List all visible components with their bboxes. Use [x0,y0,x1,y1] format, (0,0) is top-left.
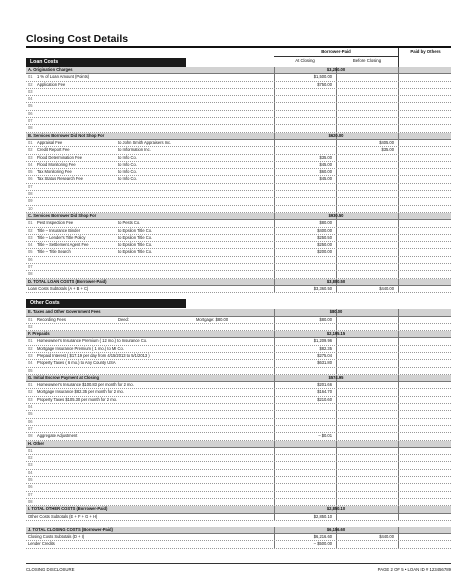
at-closing-amount: $250.50 [317,234,332,240]
column-lines [26,249,451,255]
line-number: 06 [28,256,33,262]
column-lines [26,441,451,447]
line-label: Credit Report Fee [37,147,70,153]
line-detail: Mortgage: $80.00 [196,316,229,322]
cost-line-item [26,220,451,227]
line-label: Aggregate Adjustment [37,433,78,439]
group-total: $2,195.15 [326,331,346,337]
line-label: Property Taxes ( 6 mo.) to Any County USA [37,360,116,366]
cost-line-item [26,118,451,125]
cost-line-item [26,462,451,469]
column-lines [26,419,451,425]
line-payee: to Pests Co. [118,220,141,226]
line-number: 05 [28,477,33,483]
column-lines [26,118,451,124]
cost-line-item [26,419,451,426]
cost-line-item [26,426,451,433]
cost-line-item [26,89,451,96]
column-lines [26,206,451,212]
paid-by-others-header: Paid by Others [410,49,441,54]
column-lines [26,220,451,226]
line-number: 02 [28,323,33,329]
cost-line-item [26,338,451,345]
total-value: $6,156.60 [326,526,346,532]
line-number: 05 [28,367,33,373]
line-number: 01 [28,316,33,322]
column-lines [26,470,451,476]
cost-line-item [26,411,451,418]
line-number: 02 [28,345,33,351]
at-closing-amount: $250.00 [317,242,332,248]
at-closing-amount: $164.70 [317,389,332,395]
group-total: $3,250.00 [326,67,346,72]
line-number: 02 [28,147,33,153]
column-lines [26,111,451,117]
cost-line-item [26,249,451,256]
subtotal-row [26,286,451,293]
cost-line-item [26,125,451,132]
cost-line-item [26,448,451,455]
cost-line-item [26,382,451,389]
line-number: 01 [28,382,33,388]
column-lines [26,155,451,161]
line-number: 03 [28,352,33,358]
subtotal-label: Other Costs Subtotals (E + F + G + H) [28,513,98,519]
line-number: 02 [28,455,33,461]
cost-group-header [26,67,451,74]
closing-cost-page [26,32,451,549]
line-label: Flood Determination Fee [37,154,83,160]
cost-line-item [26,162,451,169]
column-lines [26,191,451,197]
line-number: 04 [28,469,33,475]
cost-line-item [26,74,451,81]
line-label: Tax Monitoring Fee [37,169,72,175]
group-label: B. Services Borrower Did Not Shop For [28,132,105,138]
line-payee: to Info Co. [118,176,137,182]
line-number: 08 [28,191,33,197]
before-closing-amount: $35.00 [381,147,394,153]
column-lines [26,74,451,80]
column-lines [26,324,451,330]
cost-line-item [26,103,451,110]
total-value: $3,800.50 [326,278,346,284]
cost-group-header [26,213,451,220]
line-label: Tax Status Research Fee [37,176,83,182]
other-costs-section-title: Other Costs [26,299,186,308]
column-lines [26,264,451,270]
total-row [26,279,451,286]
loan-costs-section-title: Loan Costs [26,58,186,67]
cost-line-item [26,271,451,278]
line-number: 07 [28,425,33,431]
line-number: 06 [28,110,33,116]
at-closing-amount: – $0.01 [318,433,332,439]
header-column-divider [398,48,399,67]
line-number: 05 [28,103,33,109]
column-lines [26,499,451,505]
line-payee: to Info Co. [118,161,137,167]
column-lines [26,426,451,432]
column-lines [26,271,451,277]
subtotal-before-closing: $440.00 [379,534,394,540]
line-number: 07 [28,118,33,124]
line-number: 02 [28,81,33,87]
column-lines [26,96,451,102]
column-lines [26,448,451,454]
line-number: 04 [28,96,33,102]
cost-line-item [26,368,451,375]
subtotal-label: Closing Costs Subtotals (D + I) [28,534,85,540]
line-label: Title – Title Search [37,249,71,255]
cost-line-item [26,111,451,118]
line-label: Pest Inspection Fee [37,220,74,226]
borrower-paid-header: Borrower-Paid [321,49,351,54]
cost-line-item [26,433,451,440]
at-closing-amount: $60.00 [319,169,332,175]
at-closing-amount: $631.80 [317,360,332,366]
column-lines [26,462,451,468]
line-number: 05 [28,411,33,417]
line-payee: to John Smith Appraisers Inc. [118,139,172,145]
line-number: 06 [28,418,33,424]
subtotal-at-closing: $6,216.60 [313,534,332,540]
cost-line-item [26,169,451,176]
header-divider [274,56,398,57]
column-lines [26,82,451,88]
total-label: D. TOTAL LOAN COSTS (Borrower-Paid) [28,278,107,284]
cost-line-item [26,82,451,89]
at-closing-amount: $80.00 [319,316,332,322]
group-total: $574.95 [328,374,344,380]
subtotal-row [26,534,451,541]
subtotal-row [26,514,451,521]
at-closing-amount: $750.00 [317,81,332,87]
cost-line-item [26,353,451,360]
at-closing-amount: $35.00 [319,154,332,160]
column-lines [26,492,451,498]
column-lines [26,368,451,374]
line-payee: to Epsilon Title Co. [118,242,153,248]
line-number: 08 [28,498,33,504]
line-label: Title – Insurance Binder [37,227,81,233]
cost-line-item [26,176,451,183]
total-label: I. TOTAL OTHER COSTS (Borrower-Paid) [28,506,108,512]
at-closing-amount: $400.00 [317,227,332,233]
column-lines [26,228,451,234]
line-number: 03 [28,234,33,240]
cost-line-item [26,360,451,367]
column-header [26,48,451,67]
line-number: 09 [28,198,33,204]
line-number: 08 [28,125,33,131]
line-number: 03 [28,462,33,468]
cost-line-item [26,477,451,484]
line-number: 04 [28,404,33,410]
line-number: 01 [28,338,33,344]
line-payee: Deed: [118,316,129,322]
line-number: 07 [28,183,33,189]
line-number: 04 [28,161,33,167]
group-label: C. Services Borrower Did Shop For [28,212,97,218]
line-number: 02 [28,227,33,233]
group-total: $930.50 [328,212,344,218]
cost-line-item [26,397,451,404]
subtotal-at-closing: $2,850.10 [313,513,332,519]
line-number: 08 [28,433,33,439]
cost-line-item [26,404,451,411]
total-row [26,506,451,513]
other-costs-table [26,309,451,521]
line-payee: to Info Co. [118,169,137,175]
line-number: 03 [28,154,33,160]
line-label: Prepaid Interest ( $17.19 per day from 4/15/2013 to 5/1/2013 ) [37,352,150,358]
line-number: 03 [28,88,33,94]
cost-line-item [26,96,451,103]
line-number: 03 [28,396,33,402]
total-label: J. TOTAL CLOSING COSTS (Borrower-Paid) [28,526,113,532]
column-lines [26,89,451,95]
line-number: 01 [28,447,33,453]
column-lines [26,541,451,547]
at-closing-amount: $45.00 [319,161,332,167]
cost-line-item [26,484,451,491]
cost-line-item [26,317,451,324]
cost-line-item [26,470,451,477]
column-lines [26,125,451,131]
cost-line-item [26,257,451,264]
line-payee: to Epsilon Title Co. [118,234,153,240]
line-number: 06 [28,484,33,490]
at-closing-amount: $1,209.96 [313,338,332,344]
column-lines [26,184,451,190]
column-lines [26,103,451,109]
group-total: $80.00 [329,309,343,315]
at-closing-amount: $275.04 [317,352,332,358]
cost-group-header [26,331,451,338]
group-label: A. Origination Charges [28,67,73,72]
line-label: Appraisal Fee [37,139,63,145]
column-lines [26,235,451,241]
cost-line-item [26,235,451,242]
line-label: Title – Settlement Agent Fee [37,242,89,248]
column-lines [26,169,451,175]
line-label: Property Taxes $105.30 per month for 2 mo. [37,396,118,402]
at-closing-amount: $210.60 [317,396,332,402]
group-label: G. Initial Escrow Payment at Closing [28,374,99,380]
line-label: Homeowner's Insurance Premium ( 12 mo.) to Insurance Co. [37,338,148,344]
cost-line-item [26,191,451,198]
loan-costs-table [26,67,451,293]
line-number: 01 [28,74,33,80]
line-number: 05 [28,249,33,255]
column-lines [26,411,451,417]
cost-group-header [26,309,451,316]
line-number: 01 [28,220,33,226]
cost-line-item [26,206,451,213]
cost-line-item [26,264,451,271]
subtotal-before-closing: $440.00 [379,285,394,291]
footer-doc-title: CLOSING DISCLOSURE [26,567,75,572]
before-closing-header: Before Closing [352,58,382,63]
group-label: F. Prepaids [28,331,50,337]
group-total: $620.00 [328,132,344,138]
footer-rule [26,563,451,564]
line-number: 01 [28,139,33,145]
at-closing-amount: $1,500.00 [313,74,332,80]
line-number: 02 [28,389,33,395]
line-payee: to Epsilon Title Co. [118,227,153,233]
line-label: 1 % of Loan Amount (Points) [37,74,90,80]
column-lines [26,317,451,323]
line-number: 06 [28,176,33,182]
column-lines [26,162,451,168]
cost-line-item [26,346,451,353]
group-label: H. Other [28,440,45,446]
line-number: 07 [28,491,33,497]
cost-group-header [26,375,451,382]
cost-line-item [26,198,451,205]
total-row [26,527,451,534]
cost-line-item [26,155,451,162]
cost-group-header [26,441,451,448]
lender-credits-amount: – $500.00 [313,541,332,547]
line-payee: to Info Co. [118,154,137,160]
line-payee: to Information Inc. [118,147,151,153]
cost-line-item [26,492,451,499]
at-closing-amount: $80.00 [319,220,332,226]
column-lines [26,176,451,182]
line-number: 04 [28,360,33,366]
cost-line-item [26,499,451,506]
line-label: Mortgage Insurance Premium ( 1 mo.) to MI Co. [37,345,124,351]
page-title: Closing Cost Details [26,33,129,45]
cost-group-header [26,133,451,140]
cost-line-item [26,455,451,462]
at-closing-amount: $200.00 [317,249,332,255]
column-lines [26,484,451,490]
at-closing-header: At Closing [295,58,315,63]
line-number: 07 [28,264,33,270]
line-number: 04 [28,242,33,248]
at-closing-amount: $82.35 [319,345,332,351]
cost-line-item [26,228,451,235]
column-lines [26,198,451,204]
closing-costs-table [26,527,451,549]
cost-line-item [26,389,451,396]
total-value: $2,850.10 [326,506,346,512]
lender-credits-row [26,541,451,548]
line-label: Application Fee [37,81,66,87]
cost-line-item [26,147,451,154]
footer-page-number: PAGE 2 OF 5 • LOAN ID # 123456789 [377,567,451,572]
line-label: Recording Fees [37,316,66,322]
column-lines [26,477,451,483]
line-payee: to Epsilon Title Co. [118,249,153,255]
line-label: Mortgage Insurance $82.35 per month for 2 mo. [37,389,124,395]
line-number: 10 [28,205,33,211]
line-label: Homeowner's Insurance $100.83 per month for 2 mo. [37,382,134,388]
column-lines [26,257,451,263]
cost-line-item [26,324,451,331]
lender-credits-label: Lender Credits [28,541,55,547]
subtotal-at-closing: $3,360.50 [313,285,332,291]
cost-line-item [26,242,451,249]
subtotal-label: Loan Costs Subtotals (A + B + C) [28,285,89,291]
before-closing-amount: $405.00 [379,139,394,145]
cost-line-item [26,184,451,191]
column-lines [26,433,451,439]
line-label: Flood Monitoring Fee [37,161,76,167]
cost-line-item [26,140,451,147]
column-lines [26,404,451,410]
column-lines [26,455,451,461]
at-closing-amount: $45.00 [319,176,332,182]
line-label: Title – Lender's Title Policy [37,234,86,240]
column-lines [26,242,451,248]
line-number: 08 [28,271,33,277]
at-closing-amount: $201.66 [317,382,332,388]
group-label: E. Taxes and Other Government Fees [28,309,101,315]
line-number: 05 [28,169,33,175]
